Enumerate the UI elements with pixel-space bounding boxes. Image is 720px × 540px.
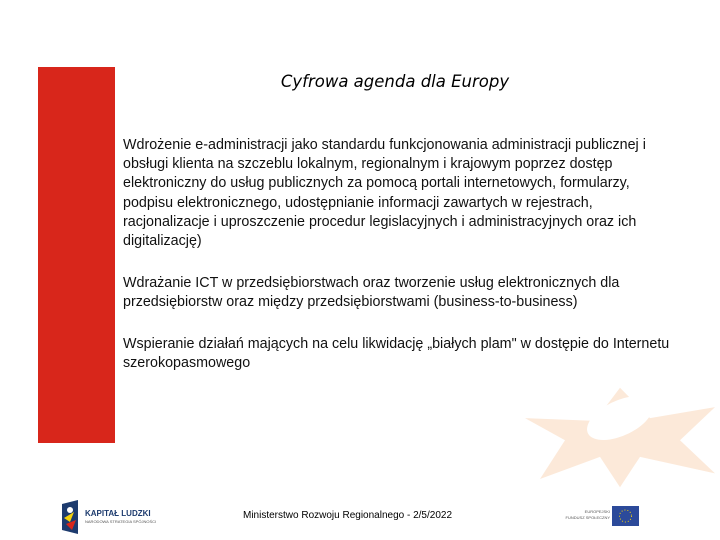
footer-text: Ministerstwo Rozwoju Regionalnego - 2/5/2022: [243, 510, 453, 521]
kapital-ludzki-subtitle: NARODOWA STRATEGIA SPÓJNOŚCI: [85, 519, 157, 524]
paragraph-1: Wdrożenie e-administracji jako standardu funkcjonowania administracji publicznej i obsługi klienta na szczeblu lokalnym, regionalnym i krajowym poprzez dostęp elektroniczny do usług publicznych za pomocą portali internetowych, formularzy, podpisu elektronicznego, udostępnianie informacji zawartych w rejestrach, racjonalizacje i uproszczenie procedur legislacyjnych i administracyjnych oraz ich digitalizację): [123, 137, 646, 250]
slide-title: Cyfrowa agenda dla Europy: [280, 72, 510, 91]
efs-line2: FUNDUSZ SPOŁECZNY: [565, 515, 610, 520]
decorative-star-shape: [520, 385, 720, 490]
paragraph-3: Wspieranie działań mających na celu likwidację „białych plam" w dostępie do Internetu szerokopasmowego: [123, 336, 670, 372]
eu-flag-icon: [612, 506, 639, 526]
red-accent-bar: [38, 67, 115, 443]
efs-logo-text: [560, 509, 610, 521]
paragraph-2: Wdrażanie ICT w przedsiębiorstwach oraz tworzenie usług elektronicznych dla przedsiębiorstw oraz między przedsiębiorstwami (business-to-business): [123, 275, 620, 311]
kapital-ludzki-title: KAPITAŁ LUDZKI: [85, 509, 151, 518]
efs-line1: EUROPEJSKI: [584, 509, 610, 514]
